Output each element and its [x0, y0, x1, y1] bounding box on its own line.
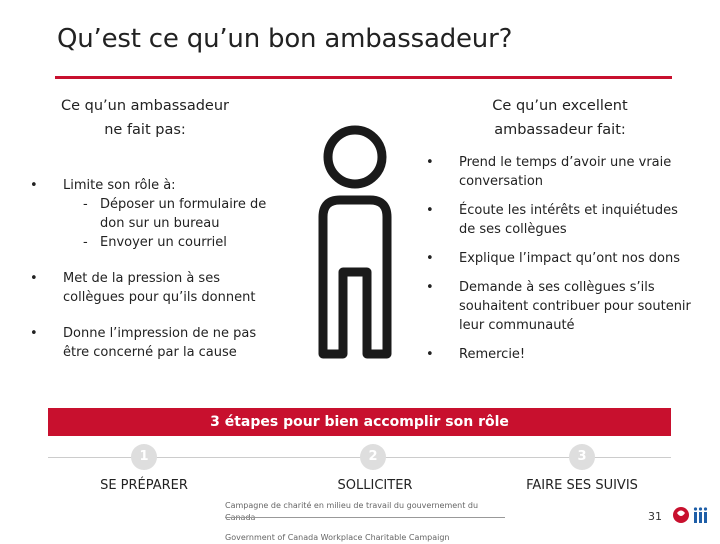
step-label: SOLLICITER [337, 478, 413, 493]
page-number: 31 [648, 510, 662, 523]
left-column-heading: Ce qu’un ambassadeur ne fait pas: [60, 98, 230, 138]
list-item [30, 176, 270, 252]
right-column-heading: Ce qu’un excellent ambassadeur fait: [492, 98, 628, 138]
campaign-name-en: Government of Canada Workplace Charitable Campaign [225, 533, 450, 542]
list-item-text: Limite son rôle à: [63, 178, 176, 193]
campaign-logo-icon [670, 503, 710, 527]
list-item: • Prend le temps d’avoir une vraie conversation [426, 153, 691, 191]
slide-title: Qu’est ce qu’un bon ambassadeur? [57, 24, 513, 54]
steps-banner: 3 étapes pour bien accomplir son rôle [48, 408, 671, 436]
sub-list [63, 195, 270, 252]
list-item: • Demande à ses collègues s’ils souhaitent contribuer pour soutenir leur communauté [426, 278, 691, 335]
list-item: • Explique l’impact qu’ont nos dons [426, 249, 691, 268]
footer-divider [225, 517, 505, 518]
list-item: • Écoute les intérêts et inquiétudes de ses collègues [426, 201, 691, 239]
list-item: • Remercie! [426, 345, 691, 364]
campaign-name-fr: Campagne de charité en milieu de travail du gouvernement du [225, 501, 479, 510]
step-number-badge: 1 [131, 444, 157, 470]
campaign-footer [225, 500, 500, 544]
title-divider [55, 76, 672, 79]
step-label: FAIRE SES SUIVIS [526, 478, 638, 493]
sub-list-item: - Envoyer un courriel [63, 233, 270, 252]
list-item: • Donne l’impression de ne pas être concerné par la cause [30, 324, 270, 362]
list-item: • Met de la pression à ses collègues pour qu’ils donnent [30, 269, 270, 307]
person-icon [305, 122, 405, 372]
step-number-badge: 2 [360, 444, 386, 470]
step-label: SE PRÉPARER [100, 478, 188, 493]
dont-list [30, 176, 270, 379]
sub-list-item: - Déposer un formulaire de don sur un bureau [63, 195, 270, 233]
step-number-badge: 3 [569, 444, 595, 470]
do-list [426, 153, 691, 374]
